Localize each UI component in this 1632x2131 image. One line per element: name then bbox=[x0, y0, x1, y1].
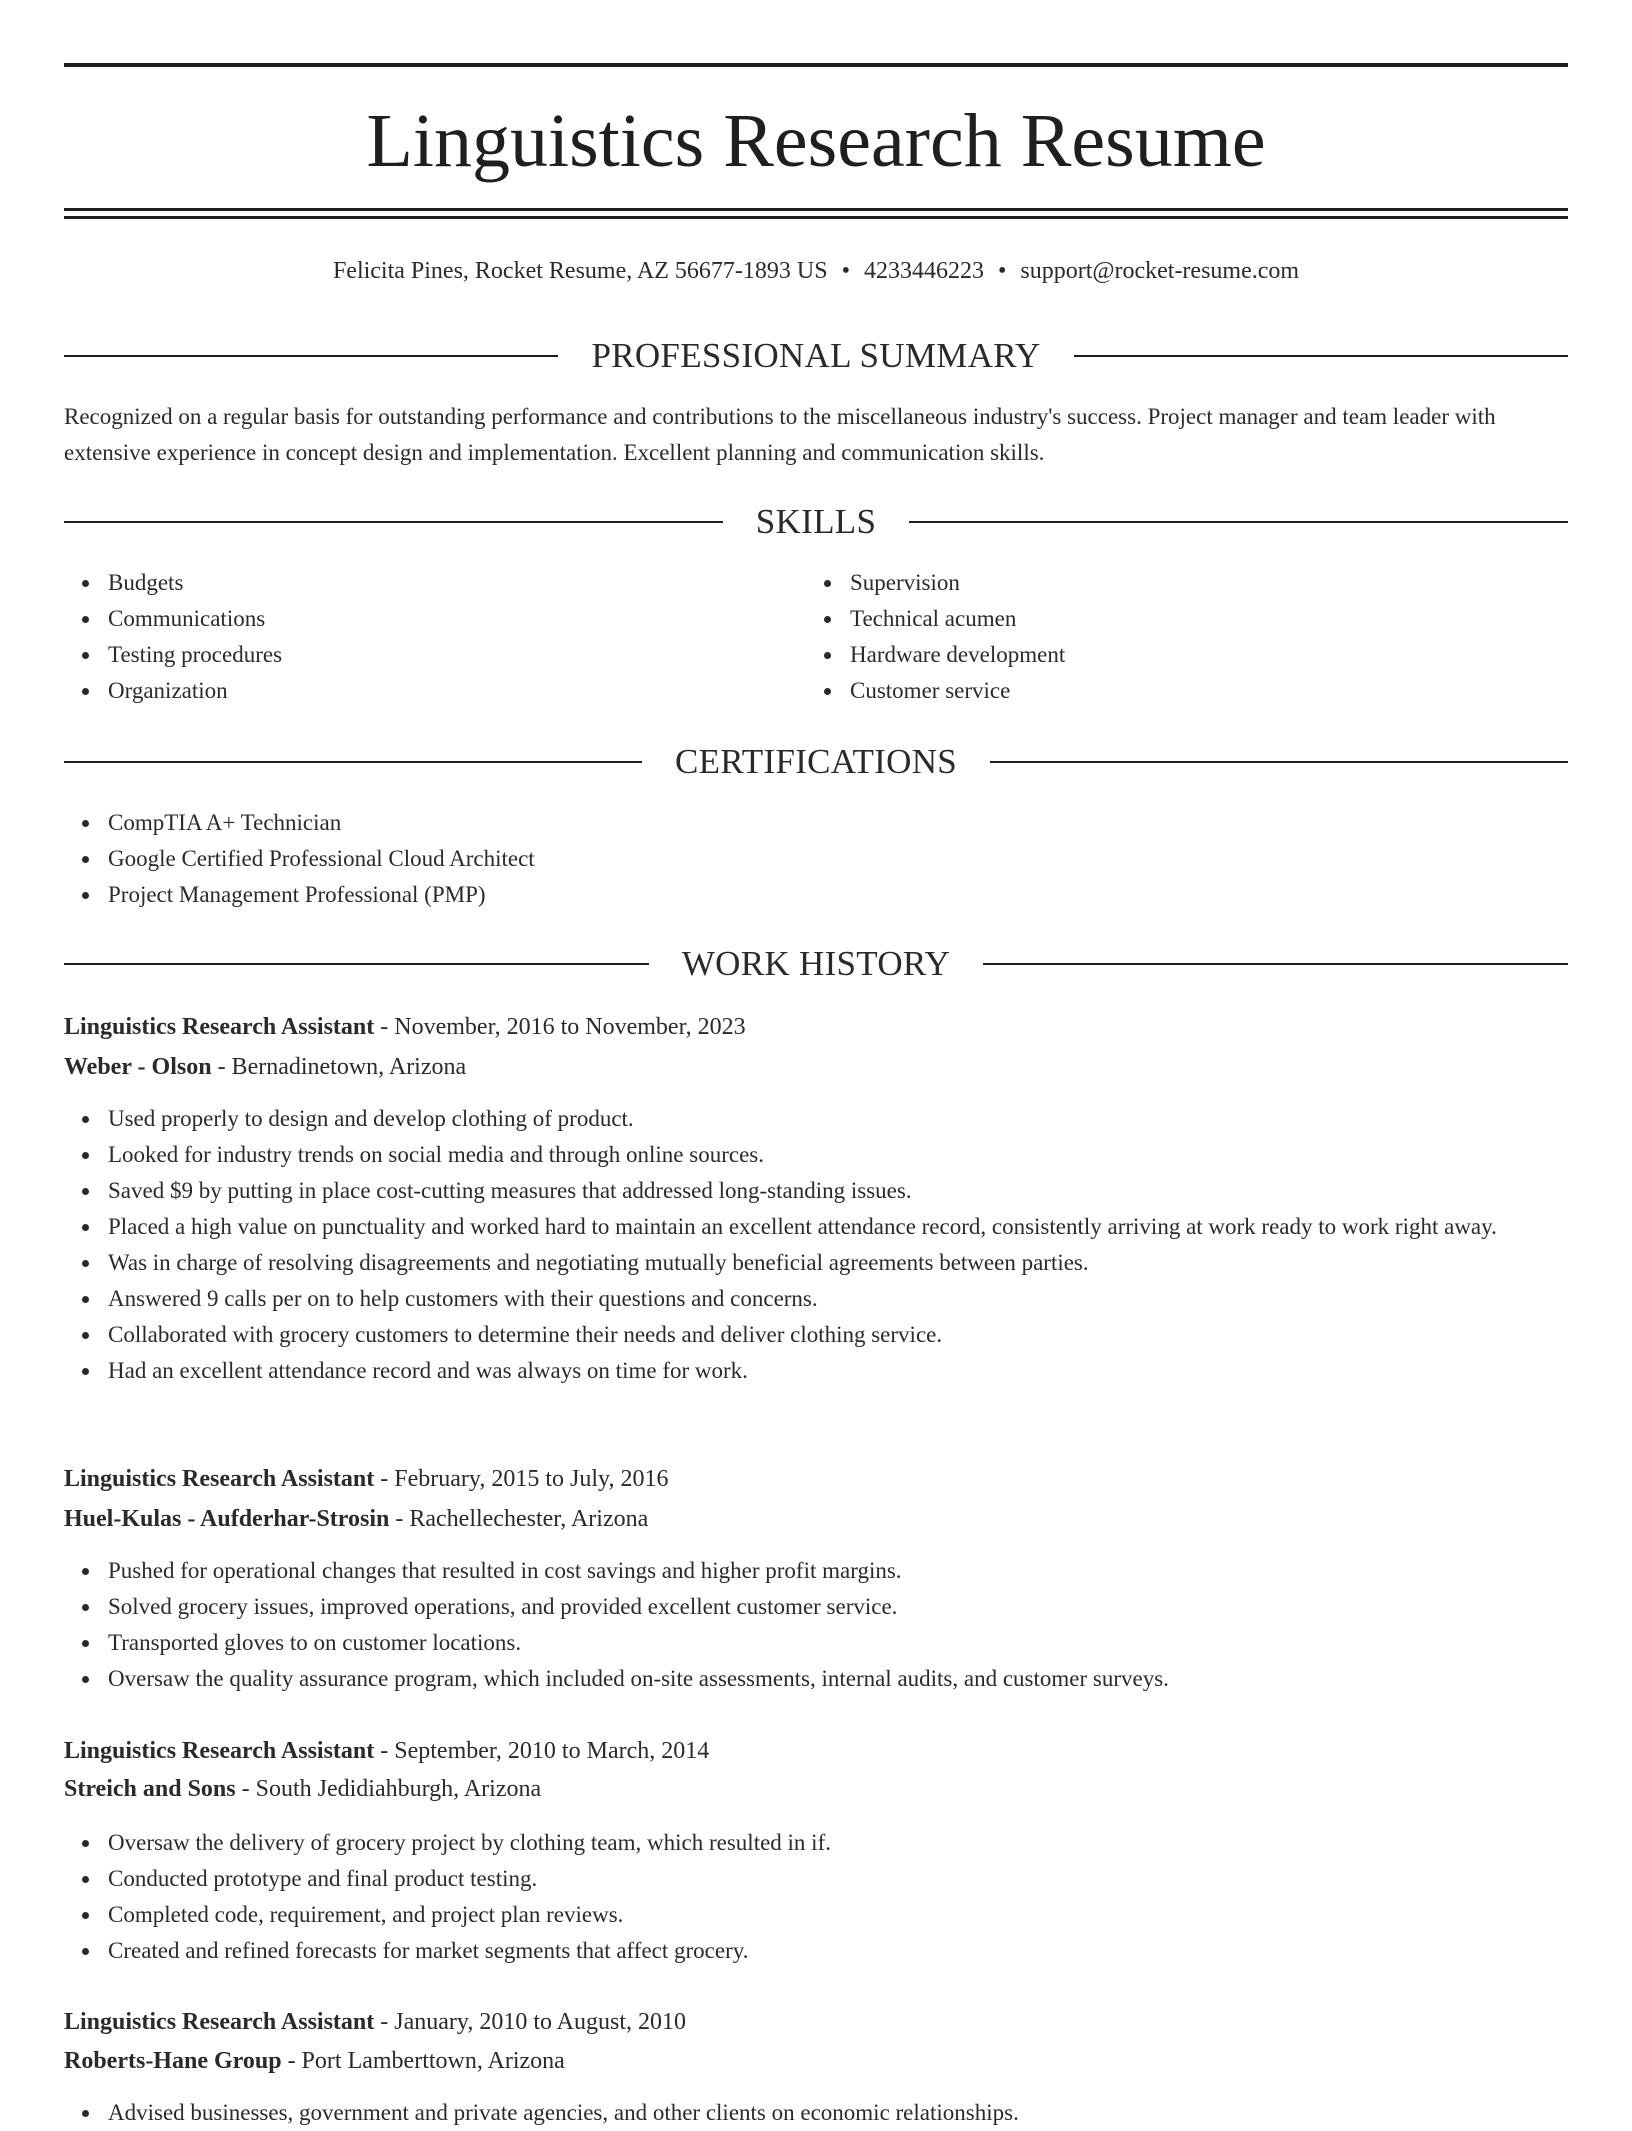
title-rule-upper bbox=[64, 208, 1568, 211]
top-rule bbox=[64, 63, 1568, 67]
job-bullets bbox=[64, 1553, 1568, 1697]
job-location: - South Jedidiahburgh, Arizona bbox=[241, 1776, 542, 1802]
skill-item: Communications bbox=[108, 601, 808, 637]
job-title-line bbox=[64, 1009, 1568, 1045]
job-company-line bbox=[64, 1771, 1568, 1807]
job-bullet: Was in charge of resolving disagreements and negotiating mutually beneficial agreements between parties. bbox=[108, 1245, 1568, 1281]
job-title: Linguistics Research Assistant bbox=[64, 1466, 375, 1492]
summary-text: Recognized on a regular basis for outstanding performance and contributions to the miscellaneous industry's success. Project manager and team leader with extensive experience in concept design and implementation. Excellent planning and communication skills. bbox=[64, 404, 1496, 465]
certifications-heading bbox=[64, 742, 1568, 782]
certifications-list bbox=[64, 805, 1568, 913]
job-dates: - February, 2015 to July, 2016 bbox=[380, 1466, 669, 1492]
job-bullet: Collaborated with grocery customers to determine their needs and deliver clothing service. bbox=[108, 1317, 1568, 1353]
certification-item: Google Certified Professional Cloud Architect bbox=[108, 841, 1568, 877]
summary-heading bbox=[64, 336, 1568, 376]
job-bullet: Saved $9 by putting in place cost-cutting measures that addressed long-standing issues. bbox=[108, 1173, 1568, 1209]
heading-rule bbox=[64, 521, 723, 523]
heading-rule bbox=[983, 963, 1568, 965]
skills-list-right bbox=[806, 565, 1550, 709]
job-bullets bbox=[64, 1101, 1568, 1389]
heading-rule bbox=[64, 761, 642, 763]
job-bullet: Advised businesses, government and private agencies, and other clients on economic relationships. bbox=[108, 2095, 1568, 2131]
job-company-line bbox=[64, 2043, 1568, 2079]
job-bullet: Looked for industry trends on social media and through online sources. bbox=[108, 1137, 1568, 1173]
job-company: Roberts-Hane Group bbox=[64, 2048, 282, 2074]
job-bullet: Oversaw the quality assurance program, which included on-site assessments, internal audits, and customer surveys. bbox=[108, 1661, 1568, 1697]
job-company: Huel-Kulas - Aufderhar-Strosin bbox=[64, 1506, 390, 1532]
skills-list-left bbox=[64, 565, 808, 709]
contact-line bbox=[64, 255, 1568, 287]
heading-rule bbox=[990, 761, 1568, 763]
skill-item: Testing procedures bbox=[108, 637, 808, 673]
contact-phone: 4233446223 bbox=[863, 258, 984, 284]
job-location: - Bernadinetown, Arizona bbox=[217, 1054, 467, 1080]
heading-rule bbox=[1074, 355, 1568, 357]
contact-address: Felicita Pines, Rocket Resume, AZ 56677-1893 US bbox=[332, 258, 828, 284]
skill-item: Supervision bbox=[850, 565, 1550, 601]
summary-heading-label: PROFESSIONAL SUMMARY bbox=[591, 336, 1041, 375]
skills-heading-label: SKILLS bbox=[755, 502, 877, 541]
title-rule-lower bbox=[64, 216, 1568, 219]
job-title: Linguistics Research Assistant bbox=[64, 1014, 375, 1040]
job-location: - Port Lamberttown, Arizona bbox=[287, 2048, 565, 2074]
job-bullet: Solved grocery issues, improved operations, and provided excellent customer service. bbox=[108, 1589, 1568, 1625]
job-title: Linguistics Research Assistant bbox=[64, 1738, 375, 1764]
job-company-line bbox=[64, 1501, 1568, 1537]
job-bullet: Placed a high value on punctuality and worked hard to maintain an excellent attendance record, consistently arriving at work ready to work right away. bbox=[108, 1209, 1568, 1245]
heading-rule bbox=[909, 521, 1568, 523]
job-title-line bbox=[64, 1461, 1568, 1497]
job-bullet: Transported gloves to on customer locations. bbox=[108, 1625, 1568, 1661]
contact-separator: • bbox=[997, 258, 1007, 284]
heading-rule bbox=[64, 963, 649, 965]
job-company: Streich and Sons bbox=[64, 1776, 236, 1802]
skills-heading bbox=[64, 502, 1568, 542]
job-location: - Rachellechester, Arizona bbox=[395, 1506, 649, 1532]
job-title: Linguistics Research Assistant bbox=[64, 2009, 375, 2035]
job-bullet: Created and refined forecasts for market segments that affect grocery. bbox=[108, 1933, 1568, 1969]
job-title-line bbox=[64, 1733, 1568, 1769]
job-dates: - January, 2010 to August, 2010 bbox=[380, 2009, 687, 2035]
skill-item: Budgets bbox=[108, 565, 808, 601]
job-dates: - September, 2010 to March, 2014 bbox=[380, 1738, 710, 1764]
contact-separator: • bbox=[841, 258, 850, 284]
heading-rule bbox=[64, 355, 558, 357]
job-title-line bbox=[64, 2004, 1568, 2040]
skill-item: Hardware development bbox=[850, 637, 1550, 673]
contact-email: support@rocket-resume.com bbox=[1020, 258, 1300, 284]
work-history-heading bbox=[64, 944, 1568, 984]
job-bullet: Had an excellent attendance record and was always on time for work. bbox=[108, 1353, 1568, 1389]
job-company-line bbox=[64, 1049, 1568, 1085]
job-bullet: Completed code, requirement, and project plan reviews. bbox=[108, 1897, 1568, 1933]
job-bullet: Oversaw the delivery of grocery project by clothing team, which resulted in if. bbox=[108, 1825, 1568, 1861]
job-bullets bbox=[64, 1825, 1568, 1969]
job-bullet: Conducted prototype and final product testing. bbox=[108, 1861, 1568, 1897]
work-history-heading-label: WORK HISTORY bbox=[681, 944, 951, 983]
job-dates: - November, 2016 to November, 2023 bbox=[380, 1014, 746, 1040]
job-bullets bbox=[64, 2095, 1568, 2131]
resume-title: Linguistics Research Resume bbox=[366, 99, 1266, 183]
job-bullet: Used properly to design and develop clothing of product. bbox=[108, 1101, 1568, 1137]
job-company: Weber - Olson bbox=[64, 1054, 212, 1080]
certifications-heading-label: CERTIFICATIONS bbox=[674, 742, 958, 781]
skill-item: Technical acumen bbox=[850, 601, 1550, 637]
skill-item: Organization bbox=[108, 673, 808, 709]
certification-item: CompTIA A+ Technician bbox=[108, 805, 1568, 841]
certification-item: Project Management Professional (PMP) bbox=[108, 877, 1568, 913]
job-bullet: Answered 9 calls per on to help customers with their questions and concerns. bbox=[108, 1281, 1568, 1317]
skill-item: Customer service bbox=[850, 673, 1550, 709]
job-bullet: Pushed for operational changes that resulted in cost savings and higher profit margins. bbox=[108, 1553, 1568, 1589]
